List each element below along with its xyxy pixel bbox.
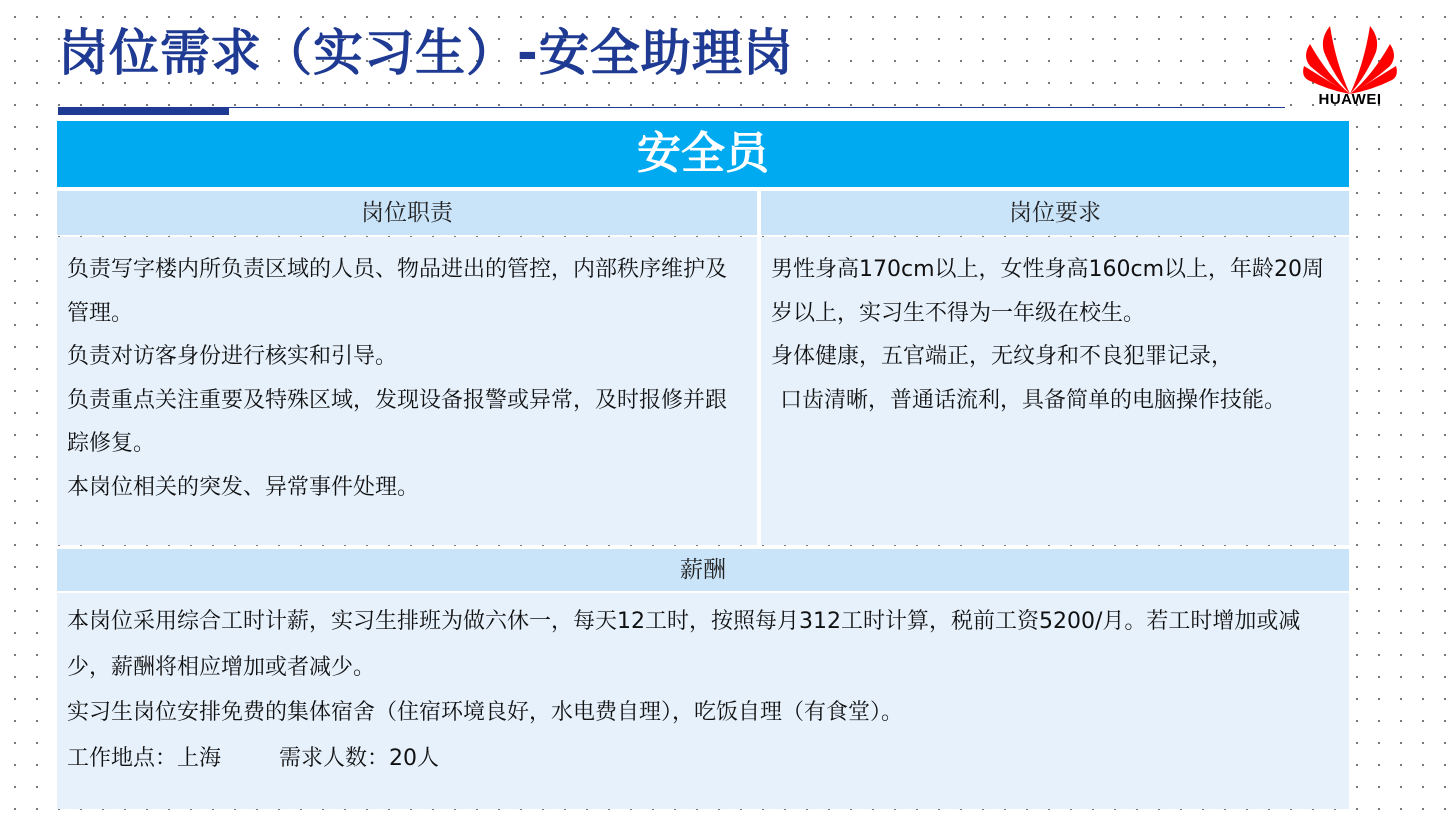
requirements-cell xyxy=(761,237,1349,545)
requirement-item: 男性身高170cm以上，女性身高160cm以上，年龄20周岁以上，实习生不得为一年级在校生。 xyxy=(771,257,1325,326)
requirement-item: 身体健康，五官端正，无纹身和不良犯罪记录， xyxy=(771,344,1234,369)
location-headcount-line xyxy=(67,736,1339,782)
huawei-logo-text: HUAWEI xyxy=(1318,91,1382,108)
headcount: 需求人数：20人 xyxy=(279,745,440,771)
duty-item: 负责重点关注重要及特殊区域，发现设备报警或异常，及时报修并跟踪修复。 xyxy=(67,387,728,456)
duty-item: 本岗位相关的突发、异常事件处理。 xyxy=(67,474,420,500)
salary-header: 薪酬 xyxy=(57,549,1349,591)
duties-header: 岗位职责 xyxy=(57,191,757,235)
work-location: 工作地点：上海 xyxy=(67,745,222,771)
duty-item: 负责对访客身份进行核实和引导。 xyxy=(67,344,398,369)
salary-cell xyxy=(57,593,1349,809)
requirements-header: 岗位要求 xyxy=(761,191,1349,235)
requirement-item: 口齿清晰，普通话流利，具备简单的电脑操作技能。 xyxy=(780,387,1287,413)
duty-item: 负责写字楼内所负责区域的人员、物品进出的管控，内部秩序维护及管理。 xyxy=(67,257,728,326)
page-title: 岗位需求（实习生）-安全助理岗 xyxy=(58,24,794,82)
salary-line: 本岗位采用综合工时计薪，实习生排班为做六休一，每天12工时，按照每月312工时计算，税前工资5200/月。若工时增加或减少，薪酬将相应增加或者减少。 xyxy=(67,609,1301,680)
title-underline-accent xyxy=(58,107,229,115)
duties-cell xyxy=(57,237,757,545)
title-underline xyxy=(229,107,1285,108)
role-banner: 安全员 xyxy=(57,121,1349,187)
salary-line: 实习生岗位安排免费的集体宿舍（住宿环境良好，水电费自理），吃饭自理（有食堂）。 xyxy=(67,700,904,725)
